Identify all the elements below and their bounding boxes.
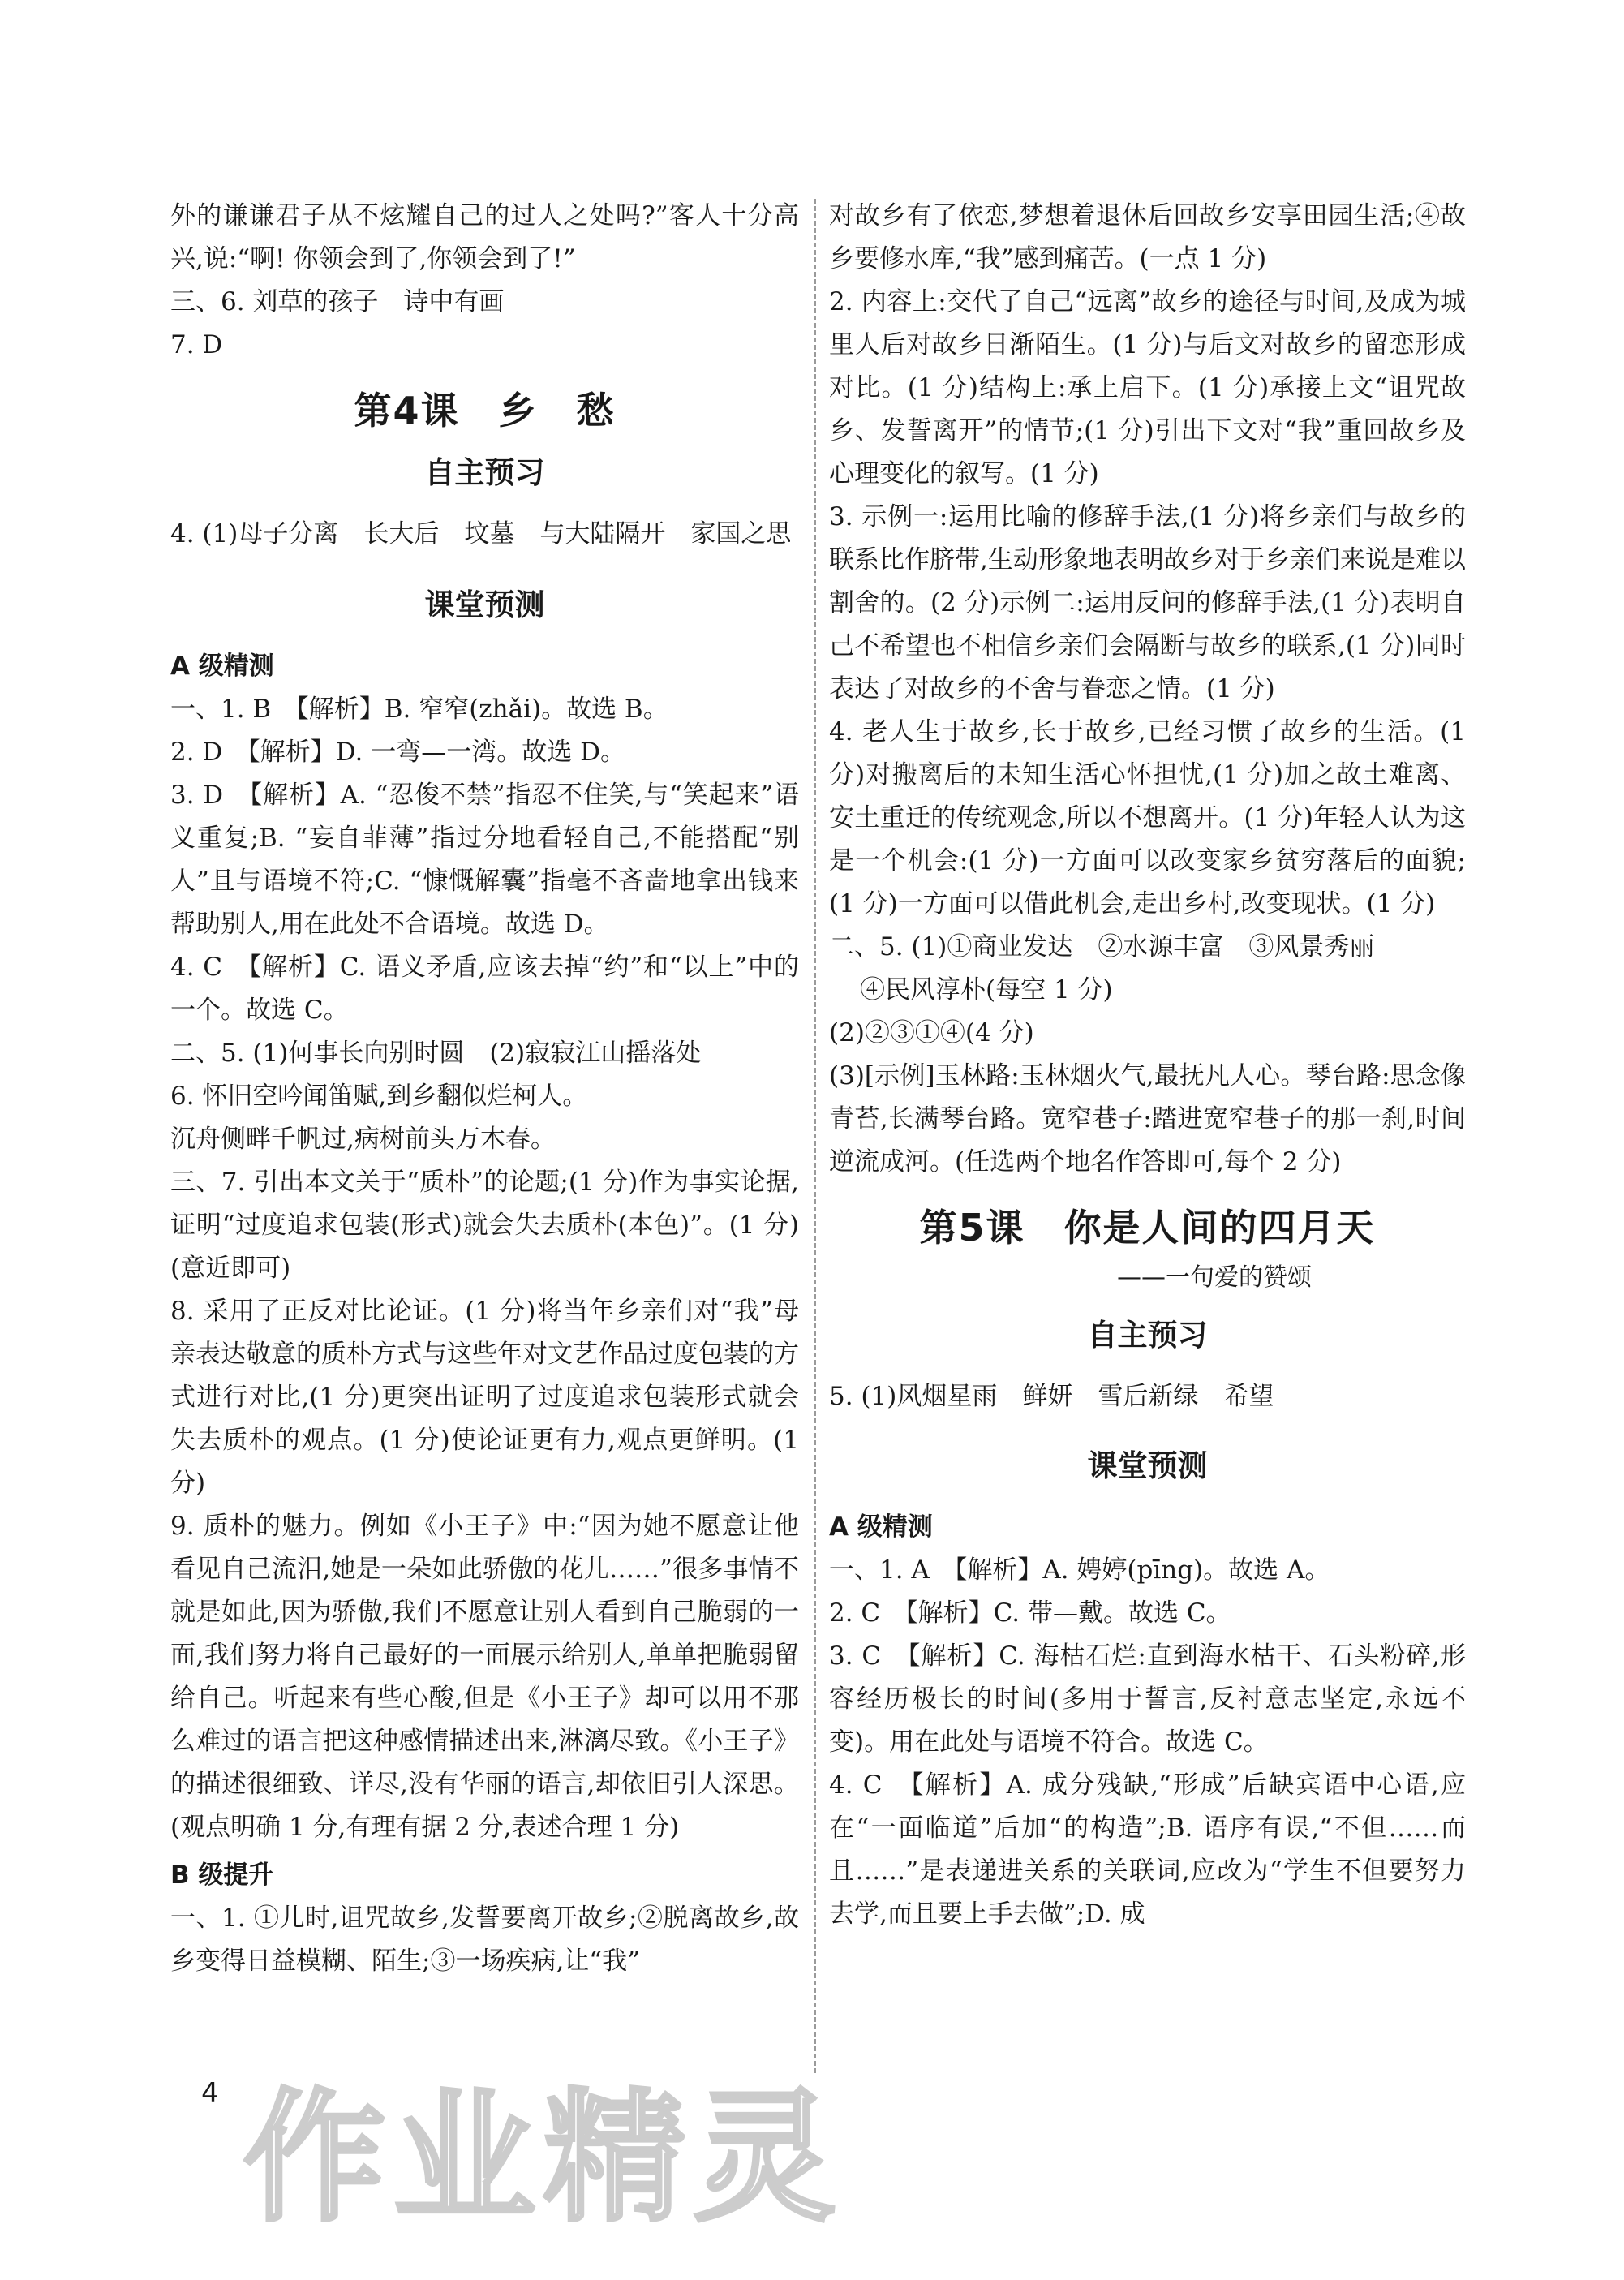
column-divider	[814, 199, 816, 2073]
answer-a6-line2: 沉舟侧畔千帆过,病树前头万木春。	[170, 1125, 556, 1154]
answer-a4: 4. C 【解析】C. 语义矛盾,应该去掉“约”和“以上”中的一个。故选 C。	[170, 953, 799, 1025]
answer-b2: 2. 内容上:交代了自己“远离”故乡的途径与时间,及成为城里人后对故乡日渐陌生。(1 分)与后文对故乡的留恋形成对比。(1 分)结构上:承上启下。(1 分)承接上文“诅咒故乡、发誓离开”的情节;(1 分)引出下文对“我”重回故乡及心理变化的叙写。(1 分)	[829, 287, 1466, 488]
answer-4: 4. (1)母子分离 长大后 坟墓 与大陆隔开 家国之思	[170, 519, 792, 548]
answer-7: 7. D	[170, 330, 223, 359]
answer-a6-line1: 6. 怀旧空吟闻笛赋,到乡翻似烂柯人。	[170, 1082, 588, 1111]
answer-a3: 3. D 【解析】A. “忍俊不禁”指忍不住笑,与“笑起来”语义重复;B. “妄自菲薄”指过分地看轻自己,不能搭配“别人”且与语境不符;C. “慷慨解囊”指毫不吝啬地拿出钱来帮助别人,用在此处不合语境。故选 D。	[170, 781, 799, 939]
left-column	[170, 195, 799, 1983]
answer-a5: 二、5. (1)何事长向别时圆 (2)寂寂江山摇落处	[170, 1039, 702, 1068]
lesson-4-title: 第4课 乡 愁	[354, 389, 616, 432]
level-a-heading: A 级精测	[170, 652, 274, 681]
section-heading-class: 课堂预测	[1087, 1448, 1208, 1483]
right-column	[829, 195, 1466, 1936]
level-a-heading: A 级精测	[829, 1512, 933, 1542]
answer-b5-2: (2)②③①④(4 分)	[829, 1018, 1034, 1048]
page-number: 4	[201, 2077, 219, 2110]
answer-a1: 一、1. B 【解析】B. 窄窄(zhǎi)。故选 B。	[170, 695, 668, 724]
answer-a9: 9. 质朴的魅力。例如《小王子》中:“因为她不愿意让他看见自己流泪,她是一朵如此骄傲的花儿……”很多事情不就是如此,因为骄傲,我们不愿意让别人看到自己脆弱的一面,我们努力将自己最好的一面展示给别人,单单把脆弱留给自己。听起来有些心酸,但是《小王子》却可以用不那么难过的语言把这种感情描述出来,淋漓尽致。《小王子》的描述很细致、详尽,没有华丽的语言,却依旧引人深思。(观点明确 1 分,有理有据 2 分,表述合理 1 分)	[170, 1512, 799, 1842]
answer-5: 5. (1)风烟星雨 鲜妍 雪后新绿 希望	[829, 1382, 1274, 1411]
answer-b1-cont: 对故乡有了依恋,梦想着退休后回故乡安享田园生活;④故乡要修水库,“我”感到痛苦。(一点 1 分)	[829, 201, 1466, 273]
level-b-heading: B 级提升	[170, 1861, 274, 1890]
answer-a7: 三、7. 引出本文关于“质朴”的论题;(1 分)作为事实论据,证明“过度追求包装(形式)就会失去质朴(本色)”。(1 分)(意近即可)	[170, 1168, 799, 1283]
answer-6: 三、6. 刘草的孩子 诗中有画	[170, 287, 505, 316]
watermark: 作业精灵	[243, 2076, 844, 2241]
answer-b1: 一、1. ①儿时,诅咒故乡,发誓要离开故乡;②脱离故乡,故乡变得日益模糊、陌生;③一场疾病,让“我”	[170, 1904, 799, 1976]
answer-c3: 3. C 【解析】C. 海枯石烂:直到海水枯干、石头粉碎,形容经历极长的时间(多用于誓言,反衬意志坚定,永远不变)。用在此处与语境不符合。故选 C。	[829, 1641, 1466, 1757]
section-heading-class: 课堂预测	[424, 587, 545, 622]
section-heading-preview: 自主预习	[1087, 1318, 1208, 1353]
lesson-5-title: 第5课 你是人间的四月天	[919, 1206, 1376, 1250]
answer-b3: 3. 示例一:运用比喻的修辞手法,(1 分)将乡亲们与故乡的联系比作脐带,生动形象地表明故乡对于乡亲们来说是难以割舍的。(2 分)示例二:运用反问的修辞手法,(1 分)表明自己不希望也不相信乡亲们会隔断与故乡的联系,(1 分)同时表达了对故乡的不舍与眷恋之情。(1 分)	[829, 502, 1466, 703]
answer-c2: 2. C 【解析】C. 带—戴。故选 C。	[829, 1598, 1231, 1628]
answer-b5-1-cont: ④民风淳朴(每空 1 分)	[860, 975, 1113, 1004]
lesson-5-subtitle: ——一句爱的赞颂	[1117, 1263, 1312, 1292]
answer-c4: 4. C 【解析】A. 成分残缺,“形成”后缺宾语中心语,应在“一面临道”后加“的构造”;B. 语序有误,“不但……而且……”是表递进关系的关联词,应改为“学生不但要努力去学,而且要上手去做”;D. 成	[829, 1770, 1466, 1929]
answer-b5-1: 二、5. (1)①商业发达 ②水源丰富 ③风景秀丽	[829, 932, 1375, 961]
answer-c1: 一、1. A 【解析】A. 娉婷(pīng)。故选 A。	[829, 1555, 1330, 1585]
answer-a8: 8. 采用了正反对比论证。(1 分)将当年乡亲们对“我”母亲表达敬意的质朴方式与这些年对文艺作品过度包装的方式进行对比,(1 分)更突出证明了过度追求包装形式就会失去质朴的观点。(1 分)使论证更有力,观点更鲜明。(1 分)	[170, 1297, 799, 1498]
paragraph: 外的谦谦君子从不炫耀自己的过人之处吗?”客人十分高兴,说:“啊! 你领会到了,你领会到了!”	[170, 201, 799, 273]
answer-a2: 2. D 【解析】D. 一弯—一湾。故选 D。	[170, 738, 625, 767]
answer-b5-3: (3)[示例]玉林路:玉林烟火气,最抚凡人心。琴台路:思念像青苔,长满琴台路。宽窄巷子:踏进宽窄巷子的那一刹,时间逆流成河。(任选两个地名作答即可,每个 2 分)	[829, 1061, 1466, 1177]
answer-b4: 4. 老人生于故乡,长于故乡,已经习惯了故乡的生活。(1 分)对搬离后的未知生活心怀担忧,(1 分)加之故土难离、安土重迁的传统观念,所以不想离开。(1 分)年轻人认为这是一个机会:(1 分)一方面可以改变家乡贫穷落后的面貌;(1 分)一方面可以借此机会,走出乡村,改变现状。(1 分)	[829, 717, 1466, 918]
section-heading-preview: 自主预习	[424, 455, 545, 490]
